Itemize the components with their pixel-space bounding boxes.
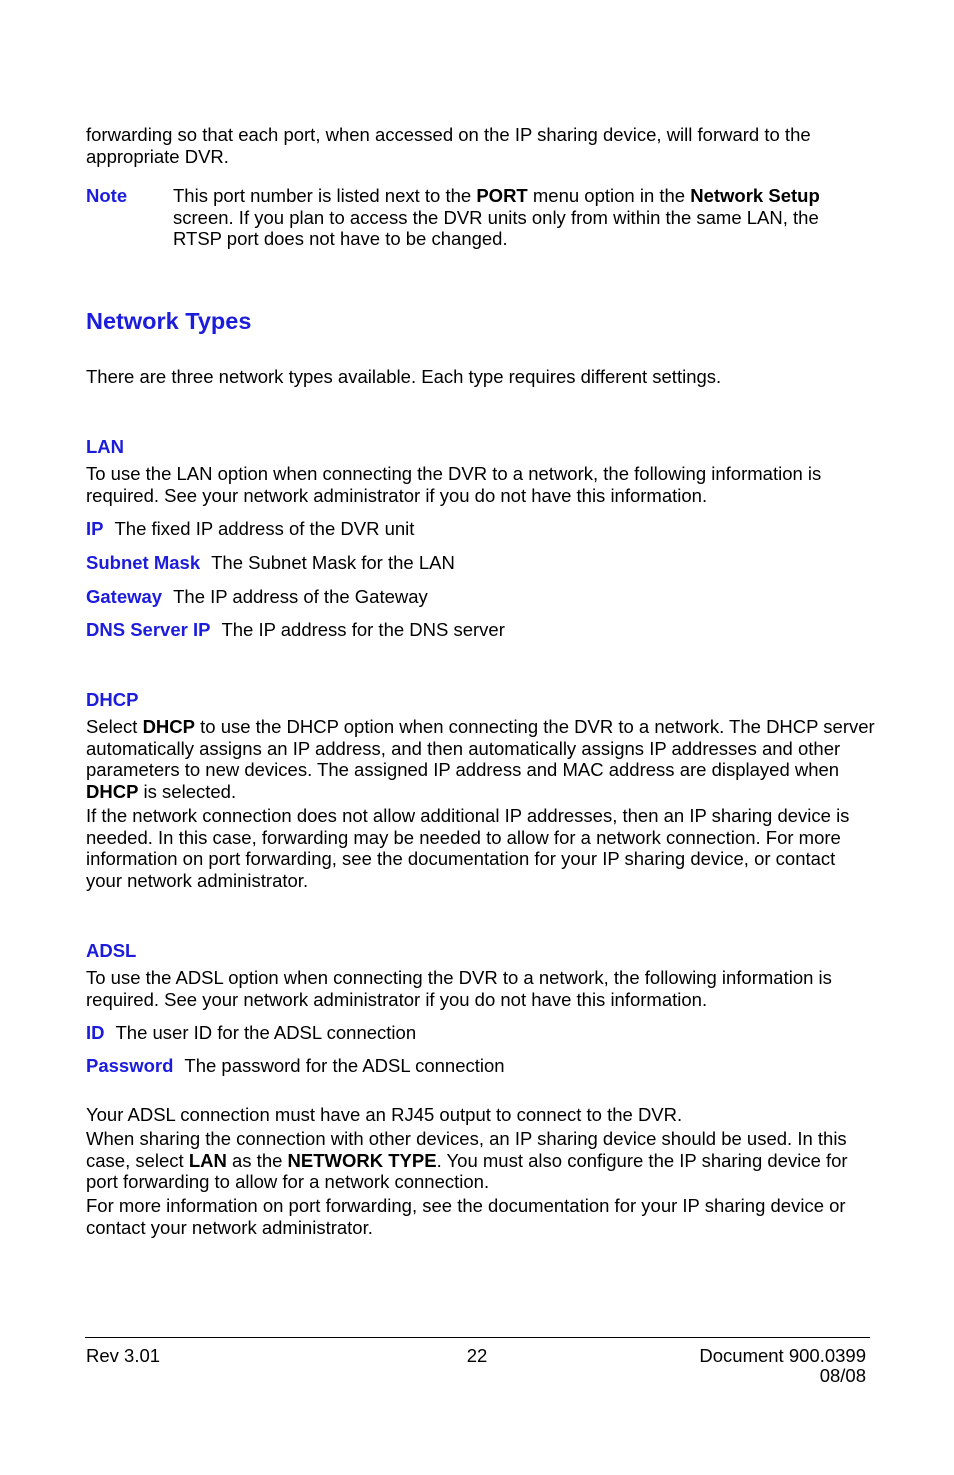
definition-term: Subnet Mask	[86, 552, 201, 573]
definition-term: Password	[86, 1055, 174, 1076]
footer-document-info	[699, 1346, 866, 1386]
footer-document-number: Document 900.0399	[699, 1345, 866, 1366]
definition-term: ID	[86, 1022, 105, 1043]
adsl-paragraph-1: Your ADSL connection must have an RJ45 output to connect to the DVR.	[86, 1104, 683, 1125]
note-label: Note	[86, 185, 128, 206]
adsl-paragraph-3: For more information on port forwarding, see the documentation for your IP sharing device or contact your network administrator.	[86, 1195, 846, 1238]
adsl-intro: To use the ADSL option when connecting the DVR to a network, the following information is required. See your network administrator if you do not have this information.	[86, 967, 832, 1010]
subsection-heading-dhcp: DHCP	[86, 689, 139, 710]
definition-desc: The fixed IP address of the DVR unit	[114, 518, 415, 539]
adsl-paragraph-2: When sharing the connection with other devices, an IP sharing device should be used. In this case, select LAN as the NETWORK TYPE. You must also configure the IP sharing device for port forwarding to allow for a network connection.	[86, 1128, 848, 1193]
lan-intro: To use the LAN option when connecting the DVR to a network, the following information is required. See your network administrator if you do not have this information.	[86, 463, 822, 506]
definition-desc: The user ID for the ADSL connection	[115, 1022, 417, 1043]
definition-desc: The password for the ADSL connection	[184, 1055, 505, 1076]
definition-dns-server-ip	[86, 619, 876, 641]
definition-term: DNS Server IP	[86, 619, 211, 640]
definition-term: IP	[86, 518, 104, 539]
subsection-heading-lan: LAN	[86, 436, 125, 457]
subsection-heading-adsl: ADSL	[86, 940, 137, 961]
definition-ip	[86, 518, 876, 540]
footer-date: 08/08	[819, 1365, 866, 1386]
definition-password	[86, 1055, 876, 1077]
network-types-intro: There are three network types available. Each type requires different settings.	[86, 366, 722, 387]
definition-subnet-mask	[86, 552, 876, 574]
section-heading-network-types: Network Types	[86, 308, 252, 334]
dhcp-paragraph-1: Select DHCP to use the DHCP option when connecting the DVR to a network. The DHCP server automatically assigns an IP address, and then automatically assigns IP addresses and other parameters to new devices. The assigned IP address and MAC address are displayed when DHCP is selected.	[86, 716, 875, 803]
dhcp-paragraph-2: If the network connection does not allow additional IP addresses, then an IP sharing device is needed. In this case, forwarding may be needed to allow for a network connection. For more information on port forwarding, see the documentation for your IP sharing device, or contact your network administrator.	[86, 805, 850, 892]
definition-gateway	[86, 586, 876, 608]
footer-divider	[85, 1337, 870, 1338]
intro-paragraph: forwarding so that each port, when accessed on the IP sharing device, will forward to the appropriate DVR.	[86, 124, 811, 167]
definition-id	[86, 1022, 876, 1044]
definition-term: Gateway	[86, 586, 163, 607]
footer-revision: Rev 3.01	[86, 1345, 161, 1366]
definition-desc: The Subnet Mask for the LAN	[211, 552, 455, 573]
footer-page-number: 22	[466, 1345, 488, 1366]
definition-desc: The IP address for the DNS server	[221, 619, 505, 640]
note-text: This port number is listed next to the PORT menu option in the Network Setup screen. If you plan to access the DVR units only from within the same LAN, the RTSP port does not have to be changed.	[173, 185, 820, 250]
definition-desc: The IP address of the Gateway	[173, 586, 428, 607]
